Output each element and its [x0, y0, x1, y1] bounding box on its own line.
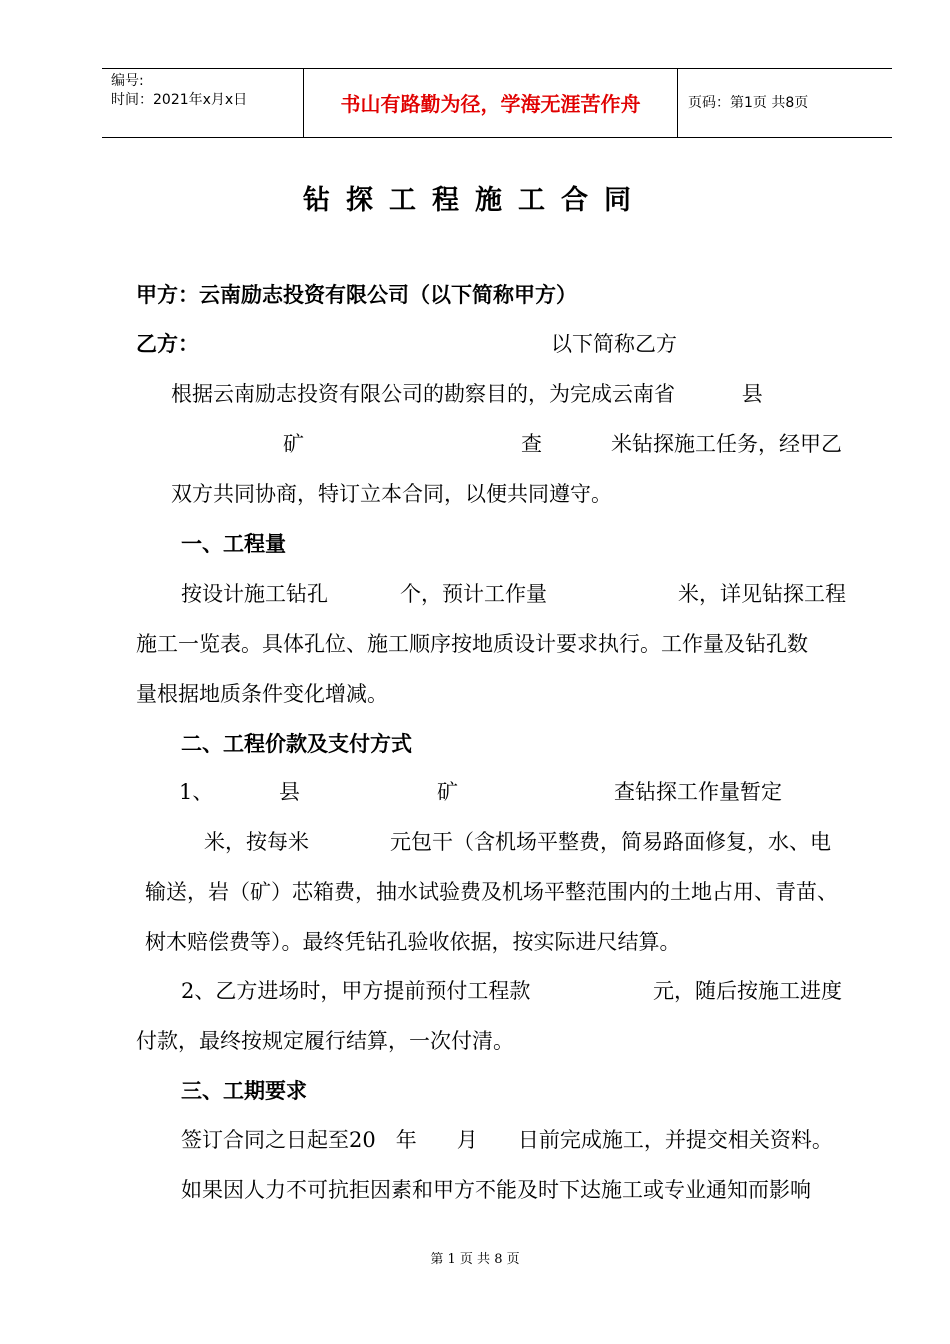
intro-line-1: 根据云南励志投资有限公司的勘察目的，为完成云南省 县 [171, 382, 763, 406]
intro-line-2a: 矿 [283, 432, 304, 456]
party-b-label: 乙方： [136, 332, 199, 356]
section-2-p1-line-2a: 米，按每米 [204, 830, 309, 854]
header-motto-cell [304, 69, 678, 137]
document-title: 钻探工程施工合同 [303, 185, 647, 216]
section-2-p1-line-1a: 1、 [179, 780, 214, 804]
page-header [102, 68, 892, 138]
section-2-p1-line-1b: 县 [279, 780, 300, 804]
section-1-line-3: 量根据地质条件变化增减。 [136, 682, 388, 706]
party-a: 甲方：云南励志投资有限公司（以下简称甲方） [136, 283, 577, 307]
section-2-heading: 二、工程价款及支付方式 [181, 732, 412, 756]
section-3-line-1: 签订合同之日起至20 年 月 日前完成施工，并提交相关资料。 [181, 1128, 833, 1152]
section-2-p1-line-4: 树木赔偿费等）。最终凭钻孔验收依据，按实际进尺结算。 [145, 930, 681, 954]
page-info: 页码：第1页 共8页 [688, 95, 809, 111]
section-3-line-2: 如果因人力不可抗拒因素和甲方不能及时下达施工或专业通知而影响 [181, 1178, 811, 1202]
section-2-p1-line-1c: 矿 [437, 780, 458, 804]
intro-line-2b: 查 [521, 432, 542, 456]
section-2-p1-line-2b: 元包干（含机场平整费，简易路面修复，水、电 [390, 830, 831, 854]
section-3-heading: 三、工期要求 [181, 1079, 307, 1103]
intro-line-3: 双方共同协商，特订立本合同，以便共同遵守。 [171, 482, 612, 506]
motto: 书山有路勤为径，学海无涯苦作舟 [340, 92, 641, 116]
header-meta-cell [102, 69, 304, 137]
party-b-suffix: 以下简称乙方 [551, 332, 677, 356]
section-1-line-2: 施工一览表。具体孔位、施工顺序按地质设计要求执行。工作量及钻孔数 [136, 632, 808, 656]
section-1-line-1a: 按设计施工钻孔 [181, 582, 328, 606]
section-2-p2-line-2: 付款，最终按规定履行结算，一次付清。 [136, 1029, 514, 1053]
number-label: 编号: [111, 73, 144, 89]
date-label: 时间：2021年x月x日 [111, 92, 248, 108]
page-footer: 第 1 页 共 8 页 [430, 1252, 520, 1267]
section-2-p2-line-1b: 元，随后按施工进度 [653, 979, 842, 1003]
section-1-line-1c: 米，详见钻探工程 [678, 582, 846, 606]
intro-line-2c: 米钻探施工任务，经甲乙 [611, 432, 842, 456]
section-2-p2-line-1a: 2、乙方进场时，甲方提前预付工程款 [181, 979, 531, 1003]
section-1-line-1b: 个，预计工作量 [400, 582, 547, 606]
section-2-p1-line-3: 输送，岩（矿）芯箱费，抽水试验费及机场平整范围内的土地占用、青苗、 [145, 880, 838, 904]
section-1-heading: 一、工程量 [181, 532, 286, 556]
section-2-p1-line-1d: 查钻探工作量暂定 [614, 780, 782, 804]
header-page-cell [678, 69, 892, 137]
